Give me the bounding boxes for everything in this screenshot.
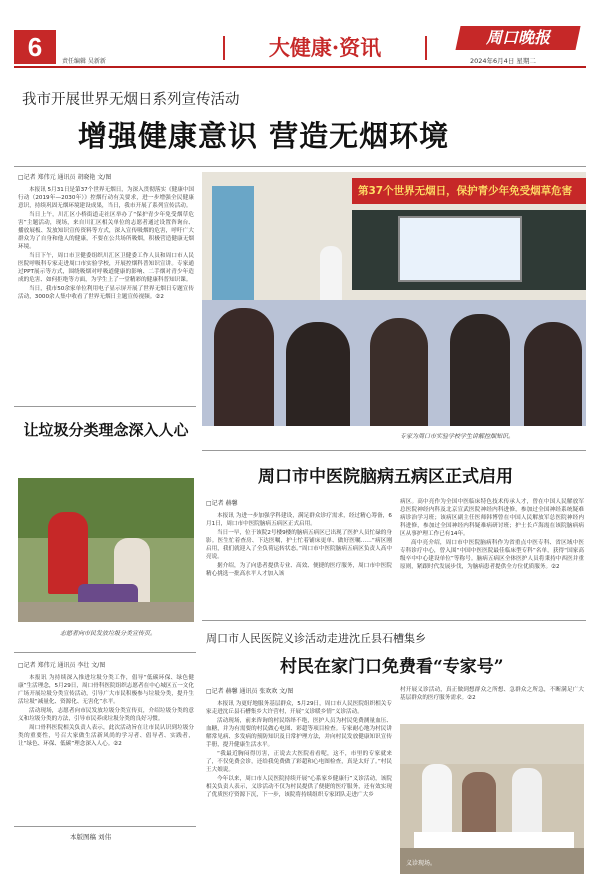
- article3-col1: [206, 512, 392, 612]
- photo-teacher: [320, 246, 342, 306]
- article1-kicker: 我市开展世界无烟日系列宣传活动: [22, 92, 240, 108]
- article2-paragraph: 周口骨科医院相关负责人表示，此次活动旨在让市民认识到垃圾分类的重要性，号召大家做生活新风尚的学习者、倡导者、实践者，让“绿色、环保、低碳”理念深入人心。②2: [18, 725, 194, 747]
- photo-banner: [352, 178, 586, 204]
- article1-byline: □记者 郑伟元 通讯员 胡晓艳 文/图: [18, 174, 112, 181]
- photo-banner-text: 第37个世界无烟日，保护青少年免受烟草危害: [358, 185, 573, 197]
- editors-credit: 责任编辑 吴新新: [62, 58, 106, 65]
- article2-headline: [18, 420, 194, 441]
- article4-paragraph: 本报讯 为更好地服务基层群众，5月29日，周口市人民医院组织相关专家走进沈丘县石槽集乡大许营村，开展“义诊暖乡情”义诊活动。: [206, 701, 392, 715]
- photo-doctor: [422, 764, 452, 834]
- article3-paragraph: 据介绍，为了向患者提供专业、高效、便捷的医疗服务，周口市中医院精心挑选一批高水平人才加入该: [206, 563, 392, 577]
- photo-door: [212, 186, 254, 306]
- article3-paragraph: 高中亮介绍，周口市中医院脑病科作为省重点中医专科、省区域中医专科诊疗中心，曾入围“中国中医医院最佳临床型专科”名单，获得“国家高级卒中中心建设单位”等称号。脑病五病区全体医护人员将秉持中西医并重原则，紧跟时代发展步伐，为脑病患者提供全方位优质服务。②2: [400, 540, 584, 570]
- article4-col2: [400, 686, 584, 718]
- classroom-photo-caption: 专家为周口市实验学校学生讲解控烟知识。: [400, 433, 515, 440]
- article1-body: [18, 186, 194, 396]
- masthead-rule: [14, 66, 586, 68]
- logo-text: 周口晚报: [485, 28, 550, 47]
- photo-student: [524, 322, 582, 426]
- article3-paragraph: 当日一早，位于该院2号楼9楼的脑病五病区已出现了医护人员忙碌的身影。医生忙着查房、下达医嘱，护士忙着铺床更单、做好医嘱……“病区刚启用，我们就迎入了全负荷运转状态。”周口市中医院脑病五病区负责人高中亮说。: [206, 530, 392, 560]
- footer-rule: [14, 826, 196, 827]
- section-title: [215, 32, 435, 62]
- photo-student: [286, 322, 350, 426]
- article4-paragraph: 活动现场，前来咨询的村民络绎不绝，医护人员为村民免费测量血压、血糖，并为有需要的村民做心电图、彩超等项目检查。专家耐心地为村民讲解常见病、多发病的预防知识及日常护理方法，并向村民发放健康知识宣传手册，提升健康生活水平。: [206, 718, 392, 748]
- article3-col2: [400, 498, 584, 612]
- article2-headline-text: 让垃圾分类理念深入人心: [23, 421, 189, 439]
- article3-headline: 周口市中医院脑病五病区正式启用: [258, 467, 513, 487]
- newspaper-logo: [455, 26, 580, 50]
- article3-paragraph: 病区。高中亮作为全国中医临床特色技术传承人才，曾在中国人民解放军总医院神经内科及北京宣武医院神经内科进修，参加过全国神经系统疑难病诊治学习班；该病区副主任医师韩博曾在中国人民解放军总医院神经内科进修，参加过全国神经内科疑难病研讨班；护士长卢海霞在该院脑病病区从事护理工作已有14年。: [400, 499, 584, 537]
- page-footer-credit: 本版图稿 刘伟: [70, 833, 112, 841]
- photo-student: [450, 314, 510, 426]
- article2-paragraph: 活动现场，志愿者向市民发放垃圾分类宣传页，介绍垃圾分类的意义和垃圾分类的方法，引导市民养成垃圾分类的良好习惯。: [18, 708, 194, 722]
- article1-headline: 增强健康意识 营造无烟环境: [78, 119, 450, 153]
- photo-student: [214, 308, 274, 426]
- garbage-sorting-photo: [18, 478, 194, 622]
- article2-rule-mid: [14, 652, 196, 653]
- article4-col1: [206, 700, 392, 872]
- article1-paragraph: 本报讯 5月31日是第37个世界无烟日，为深入贯彻落实《健康中国行动（2019年—2030年）》控烟行动有关要求，进一步增强全民健康意识，持续巩固无烟环境建设成果，当日，我市开展了系列宣传活动。: [18, 187, 194, 209]
- article3-paragraph: 本报讯 为进一步加强学科建设，满足群众诊疗需求，经过精心筹备，6月1日，周口市中医院脑病五病区正式启用。: [206, 513, 392, 527]
- page-number: 6: [14, 30, 56, 64]
- article2-paragraph: 本报讯 为持续深入推进垃圾分类工作，倡导“低碳环保、绿色健康”生活理念，5月29日，周口骨科医院组织志愿者在中心城区五一文化广场开展垃圾分类宣传活动，引导广大市民积极参与垃圾分类，提升生活垃圾“减量化、资源化、无害化”水平。: [18, 675, 194, 705]
- photo-ground: [18, 602, 194, 622]
- photo-doctor: [512, 768, 542, 838]
- article3-rule-top: [202, 450, 586, 451]
- garbage-sorting-photo-caption: 志愿者向市民发放垃圾分类宣传页。: [60, 630, 157, 637]
- article1-rule: [14, 166, 586, 167]
- article4-byline: □记者 赫馨 通讯员 张欢欢 文/图: [206, 688, 294, 695]
- article2-rule-top: [14, 406, 196, 407]
- article4-paragraph: 今年以来，周口市人民医院持续开展“心系家乡健康行”义诊活动，该院相关负责人表示，义诊活动不仅为村民提供了便捷的医疗服务，还有效实现了优质医疗资源下沉，下一步，该院将持续组织专家团队走进广大乡: [206, 776, 392, 798]
- section-bar-right: [425, 36, 427, 60]
- article4-rule-top: [202, 620, 586, 621]
- section-title-text: 大健康·资讯: [268, 35, 382, 60]
- photo-volunteer: [48, 512, 88, 594]
- article2-byline: □记者 郑伟元 通讯员 李壮 文/图: [18, 662, 106, 669]
- article4-paragraph: 村开展义诊活动，真正做到想群众之所想、急群众之所急，不断满足广大基层群众的医疗服务需求。②2: [400, 687, 584, 701]
- photo-tent: [400, 724, 584, 764]
- photo-villager: [462, 772, 496, 838]
- free-clinic-photo: [400, 724, 584, 874]
- section-bar-left: [223, 36, 225, 60]
- article2-body: [18, 674, 194, 820]
- article1-paragraph: 当日上午，川汇区小桥街道走社区举办了“保护青少年免受烟草危害”主题活动，现场，来自川汇区相关单位的志愿者通过设置咨询台、播放展板、发放知识宣传资料等方式，深入宣传吸烟的危害，呼吁广大群众为了自身和他人的健康，不要在公共场所吸烟，积极营造健康无烟环境。: [18, 212, 194, 250]
- article4-headline: 村民在家门口免费看“专家号”: [280, 657, 504, 677]
- article3-byline: □记者 赫馨: [206, 500, 238, 507]
- classroom-photo: [202, 172, 586, 426]
- article1-paragraph: 当日，我市50余家单位利用电子显示屏开展了世界无烟日专题宣传活动，3000余人集中收看了世界无烟日主题宣传视频。②2: [18, 286, 194, 300]
- free-clinic-photo-caption: 义诊现场。: [406, 860, 437, 867]
- photo-trees: [18, 478, 194, 538]
- photo-student: [370, 318, 428, 426]
- article4-kicker: 周口市人民医院义诊活动走进沈丘县石槽集乡: [206, 632, 426, 645]
- article1-paragraph: 当日下午，周口市卫健委组织川汇区卫健委工作人员和周口市人民医院呼吸科专家走进周口市实验学校，开展控烟科普知识宣讲。专家通过PPT展示等方式，围绕吸烟对呼吸道健康的影响、二手烟对青少年造成的危害、如何拒绝等方面，为学生上了一堂精彩的健康科普知识课。: [18, 253, 194, 283]
- photo-table: [414, 832, 574, 848]
- article4-paragraph: “我最近胸闷得厉害，正说去大医院看看呢，这不，市里的专家就来了，不仅免费会诊，还给我免费做了彩超和心电图检查，真是太好了。”村民王大娘说。: [206, 751, 392, 773]
- photo-screen: [398, 216, 522, 282]
- issue-date: 2024年6月4日 星期二: [470, 57, 536, 65]
- masthead: [0, 0, 600, 70]
